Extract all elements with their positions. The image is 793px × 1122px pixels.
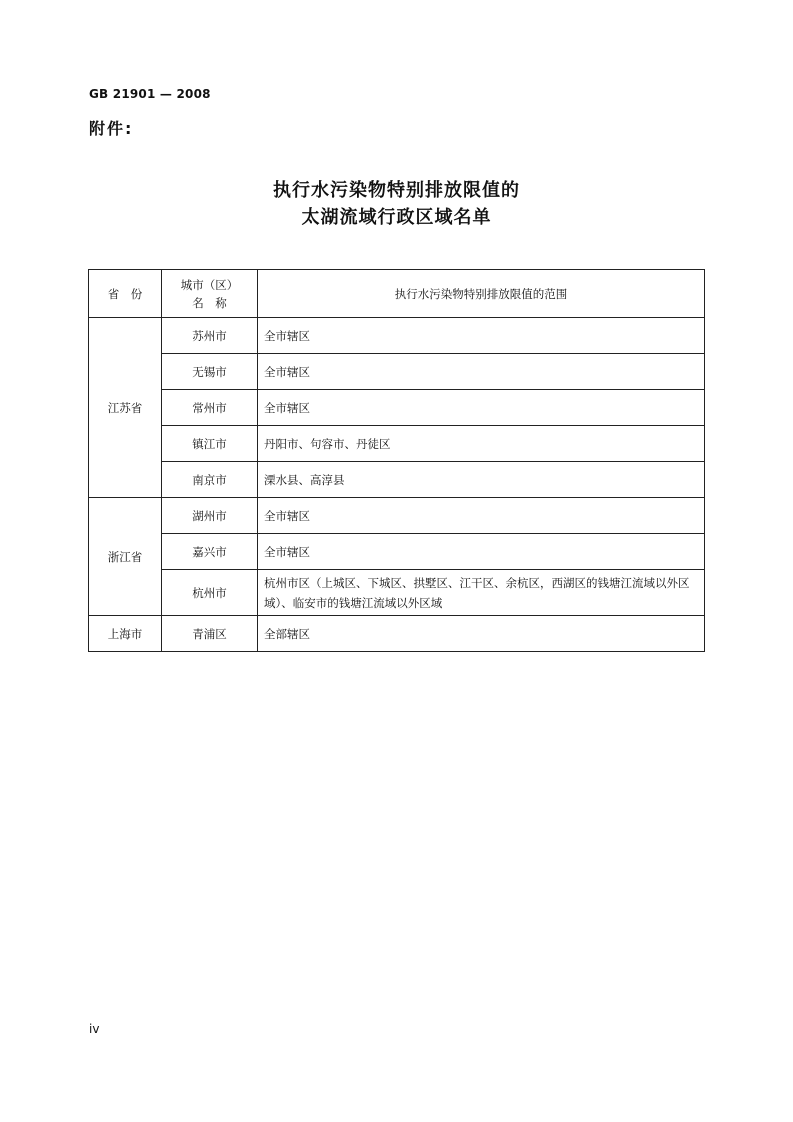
scope-cell: 全市辖区 — [258, 390, 705, 426]
city-cell: 常州市 — [162, 390, 258, 426]
table-row — [89, 354, 705, 390]
table-row — [89, 616, 705, 652]
table-row — [89, 498, 705, 534]
table-header-row — [89, 270, 705, 318]
document-title-line-1: 执行水污染物特别排放限值的 — [273, 180, 520, 201]
region-list-table — [88, 269, 705, 652]
header-province: 省 份 — [89, 270, 162, 318]
header-city-line-1: 城市（区） — [180, 277, 239, 292]
header-scope: 执行水污染物特别排放限值的范围 — [258, 270, 705, 318]
standard-code: GB 21901 — 2008 — [89, 87, 211, 101]
page-number: iv — [89, 1022, 100, 1036]
scope-cell: 全市辖区 — [258, 498, 705, 534]
table-row — [89, 534, 705, 570]
scope-cell: 全市辖区 — [258, 534, 705, 570]
scope-cell: 杭州市区（上城区、下城区、拱墅区、江干区、余杭区，西湖区的钱塘江流域以外区域）、临安市的钱塘江流域以外区域 — [258, 570, 705, 616]
province-cell-shanghai: 上海市 — [89, 616, 162, 652]
scope-cell: 全市辖区 — [258, 318, 705, 354]
table-row — [89, 570, 705, 616]
city-cell: 南京市 — [162, 462, 258, 498]
document-title-line-2: 太湖流域行政区域名单 — [301, 207, 492, 228]
scope-cell: 丹阳市、句容市、丹徒区 — [258, 426, 705, 462]
city-cell: 嘉兴市 — [162, 534, 258, 570]
city-cell: 无锡市 — [162, 354, 258, 390]
province-cell-jiangsu: 江苏省 — [89, 318, 162, 498]
province-cell-zhejiang: 浙江省 — [89, 498, 162, 616]
header-city-line-2: 名 称 — [192, 295, 227, 310]
table-row — [89, 426, 705, 462]
city-cell: 青浦区 — [162, 616, 258, 652]
table-row — [89, 318, 705, 354]
annex-label: 附件: — [89, 119, 134, 138]
city-cell: 苏州市 — [162, 318, 258, 354]
city-cell: 杭州市 — [162, 570, 258, 616]
scope-cell: 全市辖区 — [258, 354, 705, 390]
city-cell: 镇江市 — [162, 426, 258, 462]
scope-cell: 全部辖区 — [258, 616, 705, 652]
header-city — [162, 270, 258, 318]
table-row — [89, 390, 705, 426]
scope-cell: 溧水县、高淳县 — [258, 462, 705, 498]
table-row — [89, 462, 705, 498]
city-cell: 湖州市 — [162, 498, 258, 534]
